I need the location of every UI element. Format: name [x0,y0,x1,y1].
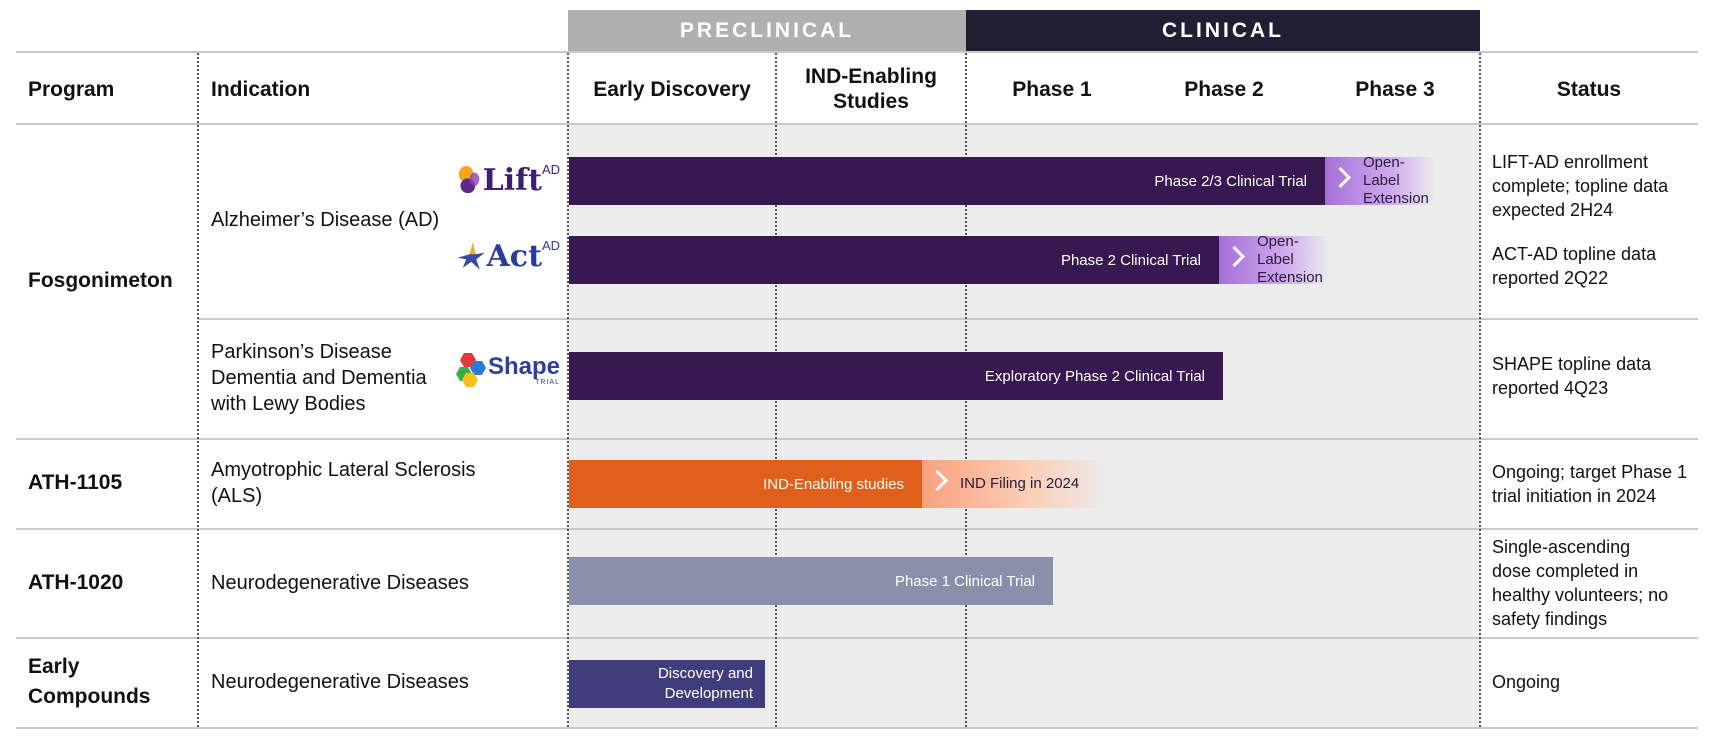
act-star-icon [456,238,487,274]
lift-ad-logo [458,158,560,202]
bar-lift-ad-extension [1325,154,1435,207]
status-lift-ad: LIFT-AD enrollment complete; topline data expected 2H24 [1492,152,1669,220]
shape-logo-text: Shape [487,352,560,380]
column-header-status: Status [1556,77,1622,101]
bar-shape-trial: Exploratory Phase 2 Clinical Trial [569,352,1223,400]
act-extension-label: Open-Label Extension [1257,233,1323,286]
table-bottom-rule [16,727,1698,729]
column-header-program: Program [28,77,115,101]
program-ath-1020: ATH-1020 [28,570,124,594]
program-ath-1105: ATH-1105 [28,471,123,494]
bar-ath-1020-trial: Phase 1 Clinical Trial [569,557,1053,605]
bar-lift-ad-trial: Phase 2/3 Clinical Trial [569,157,1325,205]
column-header-indication: Indication [211,77,311,101]
status-shape: SHAPE topline data reported 4Q23 [1492,354,1652,398]
lift-logo-text: Lift [482,162,542,198]
bar-act-ad-extension [1219,233,1329,286]
column-header-ind-enabling: IND-Enabling Studies [805,65,937,113]
row-rule-1 [16,438,1698,440]
shape-hexagons-icon [454,351,488,389]
lift-butterfly-icon [458,161,483,199]
preclinical-band: PRECLINICAL [568,10,966,52]
lift-extension-label: Open-Label Extension [1363,154,1429,207]
column-header-phase-1: Phase 1 [1012,77,1092,101]
act-ad-logo [456,234,560,278]
indication-alzheimers: Alzheimer’s Disease (AD) [211,209,440,231]
lift-logo-sup: AD [541,162,560,177]
divider-status [1479,53,1481,727]
indication-als: Amyotrophic Lateral Sclerosis (ALS) [211,459,476,507]
ath-1105-filing-label: IND Filing in 2024 [960,475,1080,492]
column-header-early-discovery: Early Discovery [593,77,751,101]
act-logo-text: Act [486,238,542,274]
column-header-phase-3: Phase 3 [1355,77,1435,101]
header-top-rule [16,51,1698,53]
program-fosgonimeton: Fosgonimeton [28,269,173,292]
shape-logo-sub: TRIAL [535,378,560,386]
bar-early-discovery: Discovery and Development [569,660,765,708]
program-early-compounds: Early Compounds [28,655,151,708]
indication-neurodegenerative-2: Neurodegenerative Diseases [211,671,469,693]
indication-parkinsons-lewy: Parkinson’s Disease Dementia and Dementia with Lewy Bodies [211,341,427,415]
act-logo-sup: AD [541,238,560,253]
chevron-right-icon [1330,167,1351,188]
status-ath-1105: Ongoing; target Phase 1 trial initiation in 2024 [1492,462,1688,506]
status-act-ad: ACT-AD topline data reported 2Q22 [1492,244,1657,288]
clinical-band: CLINICAL [966,10,1480,52]
shape-trial-logo [454,347,560,393]
divider-program [197,53,199,727]
chevron-right-icon [927,470,948,491]
fosgonimeton-inner-rule [198,318,1698,320]
column-header-phase-2: Phase 2 [1184,77,1264,101]
indication-neurodegenerative-1: Neurodegenerative Diseases [211,571,469,594]
header-bottom-rule [16,123,1698,125]
bar-act-ad-trial: Phase 2 Clinical Trial [569,236,1219,284]
bar-ath-1105-ind-filing [922,460,1112,508]
bar-ath-1105-ind-enabling: IND-Enabling studies [569,460,922,508]
chevron-right-icon [1224,246,1245,267]
status-ath-1020: Single-ascending dose completed in healthy volunteers; no safety findings [1492,537,1669,629]
status-early-compounds: Ongoing [1492,672,1561,692]
